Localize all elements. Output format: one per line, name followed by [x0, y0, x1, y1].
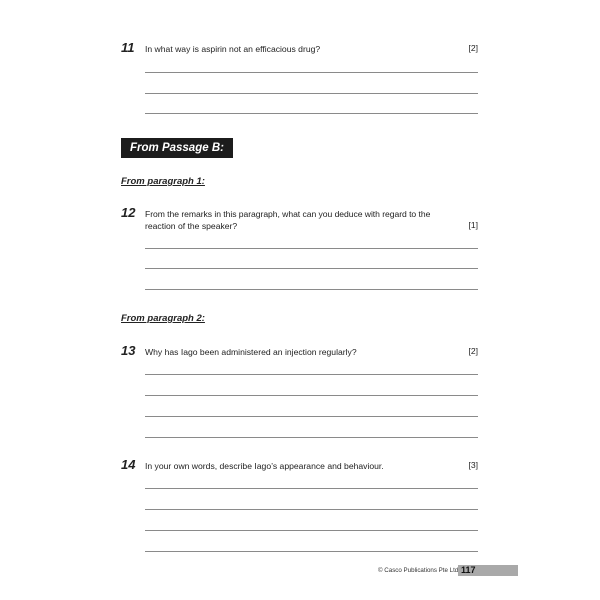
- question-12-marks: [1]: [468, 220, 478, 230]
- question-13-marks: [2]: [468, 346, 478, 356]
- answer-line[interactable]: [145, 113, 478, 114]
- answer-line[interactable]: [145, 72, 478, 73]
- question-11-number: 11: [121, 40, 135, 55]
- answer-line[interactable]: [145, 93, 478, 94]
- answer-line[interactable]: [145, 289, 478, 290]
- question-12-number: 12: [121, 205, 136, 220]
- question-12-text-line2: reaction of the speaker?: [145, 221, 238, 231]
- page-number: 117: [458, 565, 518, 576]
- answer-line[interactable]: [145, 248, 478, 249]
- section-header-passage-b: From Passage B:: [121, 138, 233, 158]
- footer-copyright: [378, 567, 458, 574]
- answer-line[interactable]: [145, 268, 478, 269]
- question-14-number: 14: [121, 457, 136, 472]
- answer-line[interactable]: [145, 509, 478, 510]
- answer-line[interactable]: [145, 395, 478, 396]
- copyright-icon: ©: [378, 567, 383, 574]
- answer-line[interactable]: [145, 530, 478, 531]
- paragraph-2-heading: From paragraph 2:: [121, 313, 205, 324]
- answer-line[interactable]: [145, 488, 478, 489]
- publisher-name: Casco Publications Pte Ltd: [384, 567, 459, 574]
- question-11-text: In what way is aspirin not an efficacious drug?: [145, 44, 321, 54]
- question-14-text: In your own words, describe Iago’s appearance and behaviour.: [145, 461, 384, 471]
- answer-line[interactable]: [145, 416, 478, 417]
- answer-line[interactable]: [145, 551, 478, 552]
- question-14-marks: [3]: [468, 460, 478, 470]
- answer-line[interactable]: [145, 374, 478, 375]
- paragraph-1-heading: From paragraph 1:: [121, 176, 205, 187]
- answer-line[interactable]: [145, 437, 478, 438]
- question-12-text-line1: From the remarks in this paragraph, what can you deduce with regard to the: [145, 209, 431, 219]
- question-13-text: Why has Iago been administered an injection regularly?: [145, 347, 357, 357]
- question-13-number: 13: [121, 343, 136, 358]
- question-11-marks: [2]: [468, 43, 478, 53]
